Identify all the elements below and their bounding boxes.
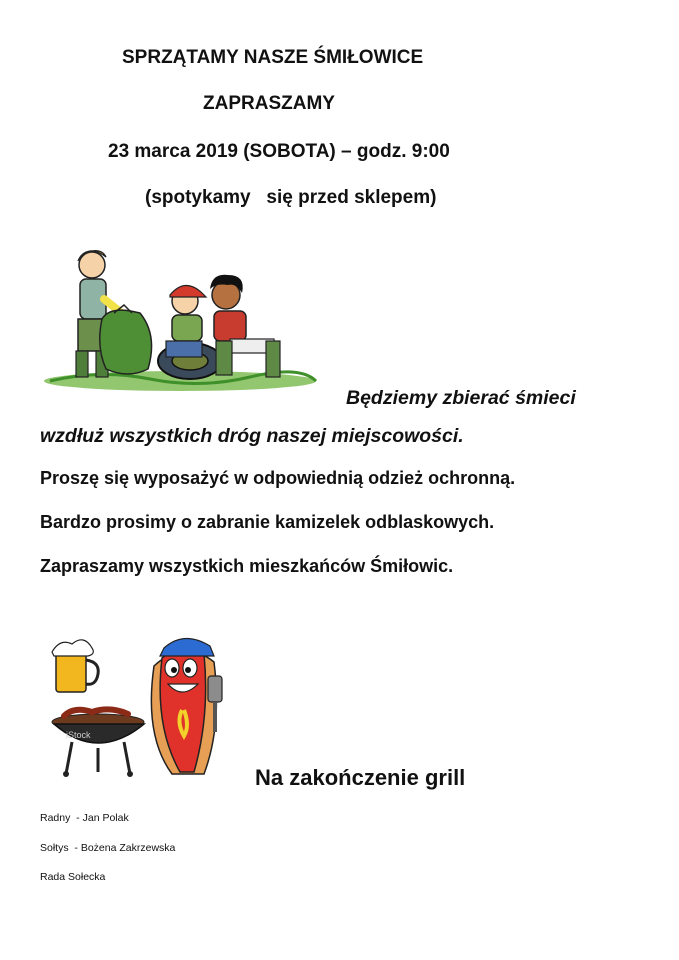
collect-trash-line: Będziemy zbierać śmieci <box>346 387 576 409</box>
signature-village-head: Sołtys - Bożena Zakrzewska <box>40 842 176 854</box>
signature-village-council: Rada Sołecka <box>40 871 106 883</box>
invite-heading: ZAPRASZAMY <box>203 93 335 114</box>
istock-watermark: iStock <box>66 730 91 740</box>
invite-residents-line: Zapraszamy wszystkich mieszkańców Śmiłowic. <box>40 556 454 576</box>
hotdog-grill-illustration <box>44 626 252 778</box>
poster-title: SPRZĄTAMY NASZE ŚMIŁOWICE <box>122 47 424 68</box>
meeting-place: (spotykamy się przed sklepem) <box>145 187 437 208</box>
signature-councillor: Radny - Jan Polak <box>40 812 129 824</box>
reflective-vests-line: Bardzo prosimy o zabranie kamizelek odblaskowych. <box>40 512 495 532</box>
grill-closing-line: Na zakończenie grill <box>255 765 466 790</box>
cleanup-kids-illustration <box>40 243 318 393</box>
event-datetime: 23 marca 2019 (SOBOTA) – godz. 9:00 <box>108 141 450 162</box>
protective-clothing-line: Proszę się wyposażyć w odpowiednią odzież ochronną. <box>40 468 516 488</box>
along-roads-line: wzdłuż wszystkich dróg naszej miejscowości. <box>40 425 464 447</box>
